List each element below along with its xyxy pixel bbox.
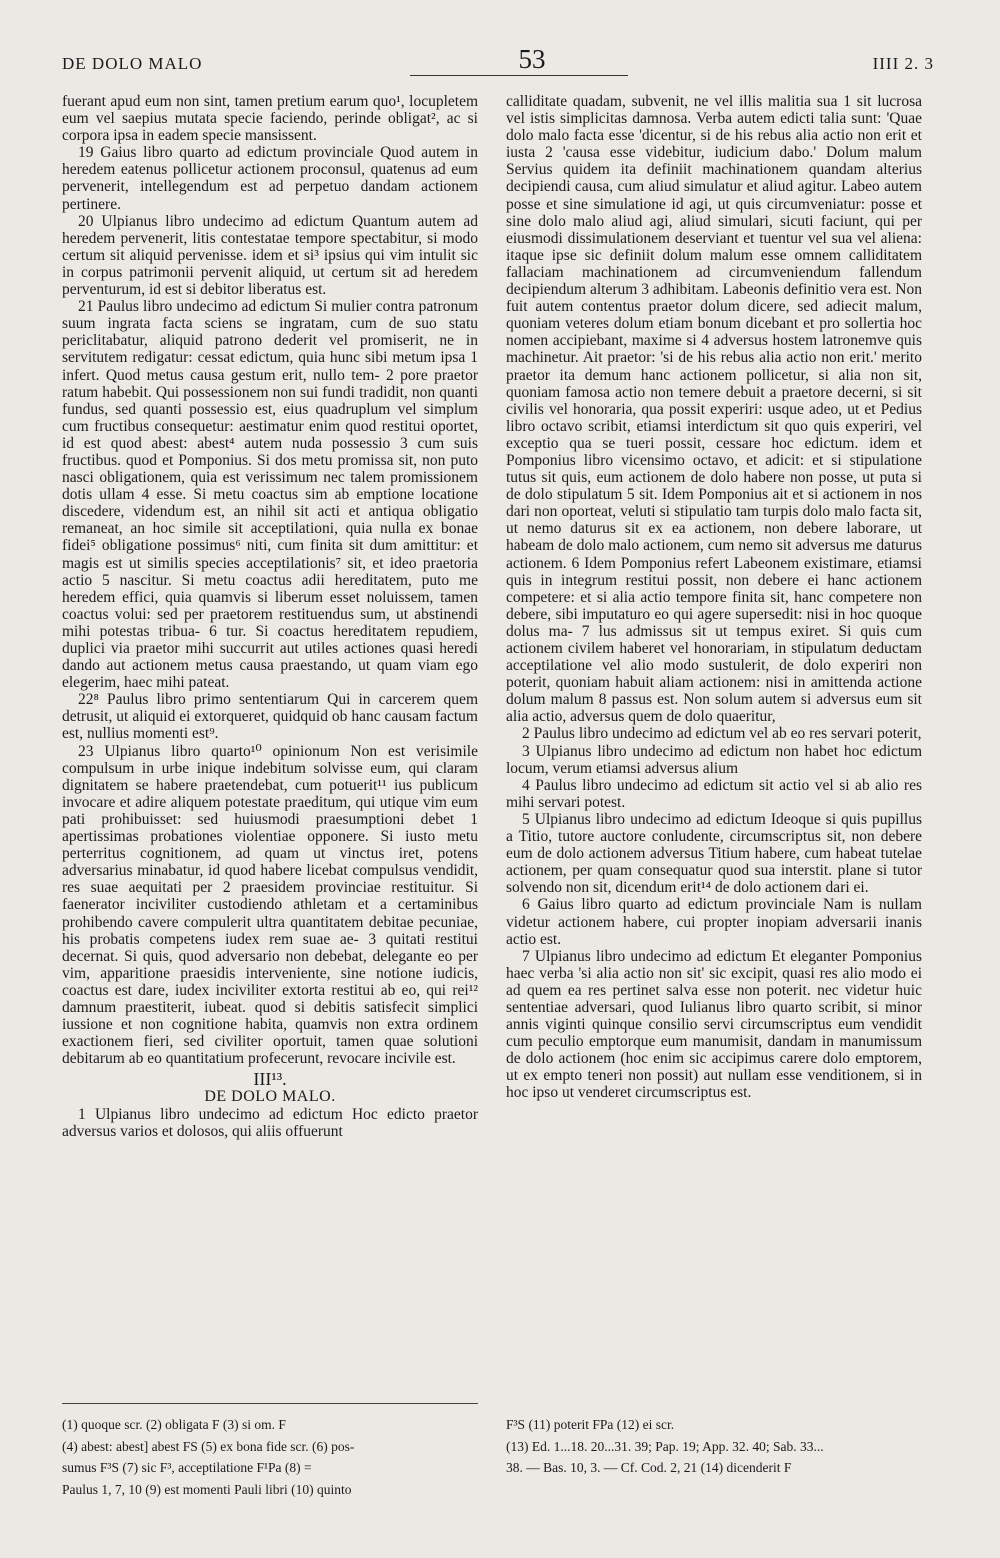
- paragraph: 6 Gaius libro quarto ad edictum provinciale Nam is nullam videtur actionem habere, cui propter inopiam adversarii inanis actio est.: [506, 896, 922, 948]
- paragraph: 20 Ulpianus libro undecimo ad edictum Quantum autem ad heredem pervenerit, litis contestatae tempore spectabitur, si modo certum sit aliquid pervenisse. idem et si³ ipsius qui vim intulit sic in corpus patrimonii pervenit aliquid, ut certum sit ad heredem perventurum, id est si debitor liberatus est.: [62, 212, 478, 299]
- footnotes-left: [62, 1414, 478, 1500]
- paragraph: 21 Paulus libro undecimo ad edictum Si mulier contra patronum suum ingrata facta sciens se ingratam, cum de suo statu periclitabatur, aliquid patrono dederit vel promiserit, ne in servitutem redigatur: cessat edictum, quia hunc sibi metum ipsa 1 infert. Quod metus causa gestum erit, nullo tem- 2 pore praetor ratum habebit. Qui possessionem non sui fundi tradidit, non quanti fundus, sed quanti possessio est, eius quadruplum vel simplum cum fructibus consequetur: aestimatur enim quod restitui oportet, id est quod abest: abest⁴ autem nuda possessio 3 cum suis fructibus. quod et Pomponius. Si dos metu promissa sit, non puto nasci obligationem, quia est verissimum nec talem promissionem dotis ullam 4 esse. Si metu coactus sim ab emptione locatione discedere, videndum est, an nihil sit acti et antiqua obligatio remaneat, an hoc simile sit acceptilationi, quia nulla ex bonae fidei⁵ obligatione possimus⁶ niti, cum finita sit dum amittitur: et magis est ut similis species acceptilationis⁷ sit, et ideo praetoria actio 5 nascitur. Si metu coactus adii hereditatem, puto me heredem effici, quia quamvis si liberum esset noluissem, tamen coactus volui: sed per praetorem restituendus sum, ut abstinendi mihi potestas tribua- 6 tur. Si coactus hereditatem repudiem, duplici via praetor mihi succurrit aut utiles actiones quasi heredi dando aut actionem metus causa praestando, ut quam viam ego elegerim, haec mihi pateat.: [62, 298, 478, 692]
- footnote-line: 38. — Bas. 10, 3. — Cf. Cod. 2, 21 (14) dicenderit F: [506, 1460, 792, 1475]
- running-head: [62, 44, 934, 84]
- paragraph: 4 Paulus libro undecimo ad edictum sit actio vel si ab alio res mihi servari potest.: [506, 776, 922, 811]
- paragraph: 1 Ulpianus libro undecimo ad edictum Hoc edicto praetor adversus varios et dolosos, qui aliis offuerunt: [62, 1105, 478, 1140]
- running-head-title: DE DOLO MALO: [62, 54, 203, 73]
- title-number: III¹³.: [253, 1069, 287, 1090]
- paragraph: 19 Gaius libro quarto ad edictum provinciale Quod autem in heredem eatenus pollicetur actionem proconsul, quatenus ad eum pervenerit, intellegendum est ad perpetuo dandam actionem pertinere.: [62, 144, 478, 213]
- footnote-line: sumus F³S (7) sic F³, acceptilatione F¹Pa (8) =: [62, 1460, 312, 1475]
- paragraph: fuerant apud eum non sint, tamen pretium earum quo¹, locupletem eum vel saepius mutata specie faciendo, perinde obligat², ac si corpora ipsa in eadem specie mansissent.: [62, 93, 478, 145]
- paragraph: 3 Ulpianus libro undecimo ad edictum non habet hoc edictum locum, verum etiamsi adversus alium: [506, 742, 922, 777]
- footnote-rule: [62, 1403, 478, 1404]
- paragraph: 5 Ulpianus libro undecimo ad edictum Ideoque si quis pupillus a Titio, tutore auctore conludente, circumscriptus sit, non debere eum de dolo actionem adversus Titium habere, cum habeat tutelae actionem, per quam consequatur quod sua interstit. plane si tutor solvendo non sit, dicendum erit¹⁴ de dolo actionem dari ei.: [506, 810, 922, 897]
- header-rule: [410, 75, 628, 76]
- paragraph: 2 Paulus libro undecimo ad edictum vel ab eo res servari poterit,: [522, 725, 922, 743]
- footnote-line: F³S (11) poterit FPa (12) ei scr.: [506, 1417, 675, 1432]
- right-column: [506, 93, 922, 1102]
- footnote-line: (4) abest: abest] abest FS (5) ex bona fide scr. (6) pos-: [62, 1438, 355, 1454]
- footnote-line: (1) quoque scr. (2) obligata F (3) si om. F: [62, 1417, 286, 1432]
- title-block: [62, 1071, 478, 1105]
- left-column: [62, 93, 478, 1140]
- paragraph: 23 Ulpianus libro quarto¹⁰ opinionum Non est verisimile compulsum in urbe inique indebitum solvisse eum, qui claram dignitatem se habere praetendebat, cum potuerit¹¹ ius publicum invocare et adire aliquem potestate praeditum, qui utique vim eum pati prohibuisset: sed huiusmodi praesumptioni debet 1 apertissimas probationes violentiae opponere. Si iusto metu perterritus cognitionem, ad quam ut vinctus iret, potens adversarius minabatur, id quod habere licebat compulsus vendidit, res suae aequitati per 2 praesidem provinciae restituitur. Si faenerator inciviliter custodiendo athletam et a certaminibus prohibendo cavere compulerit ultra quantitatem debitae pecuniae, his probatis competens iudex rem suae ae- 3 quitati restitui decernat. Si quis, quod adversario non debebat, delegante eo per vim, apparitione praesidis interveniente, sine notione iudicis, coactus est dare, iudex inciviliter extorta restitui ab eo, qui rei¹² damnum praestiterit, iubeat. quod si debitis satisfecit simplici iussione et non cognitione habita, quamvis non extra ordinem exactionem fieri, sed civiliter oportuit, tamen quae solutioni debitarum ab eo quantitatium profecerunt, revocare incivile est.: [62, 742, 478, 1068]
- paragraph: 7 Ulpianus libro undecimo ad edictum Et eleganter Pomponius haec verba 'si alia actio non sit' sic excipit, quasi res alio modo ei ad quem ea res pertinet salva esse non poterit. nec videtur huic sententiae adversari, quod Iulianus libro quarto scribit, si minor annis viginti quinque consilio servi circumscriptus eum vendidit cum peculio emptorque eum manumisit, dandam in manumissum de dolo actionem (hoc enim sic accipimus carere dolo emptorem, ut ex empto teneri non possit) aut nullam esse venditionem, si in hoc ipso ut venderet circumscriptus est.: [506, 947, 922, 1102]
- title-heading: DE DOLO MALO.: [204, 1088, 336, 1106]
- running-head-citation: IIII 2. 3: [872, 54, 934, 73]
- footnotes-right: [506, 1414, 936, 1479]
- footnote-line: Paulus 1, 7, 10 (9) est momenti Pauli libri (10) quinto: [62, 1481, 352, 1497]
- paragraph: 22⁸ Paulus libro primo sententiarum Qui in carcerem quem detrusit, ut aliquid ei extorqueret, quidquid ob hanc causam factum est, nullius momenti est⁹.: [62, 691, 478, 743]
- paragraph: calliditate quadam, subvenit, ne vel illis malitia sua 1 sit lucrosa vel istis simplicitas damnosa. Verba autem edicti talia sunt: 'Quae dolo malo facta esse 'dicentur, si de his rebus alia actio non erit et iusta 2 'causa esse videbitur, iudicium dabo.' Dolum malum Servius quidem ita definiit machinationem quandam alterius decipiendi causa, cum aliud simulatur et aliud agitur. Labeo autem posse et sine simulatione id agi, ut quis circumveniatur: posse et sine dolo malo aliud agi, aliud simulari, sicuti faciunt, qui per eiusmodi dissimulationem deserviant et tuentur vel sua vel aliena: itaque ipse sic definiit dolum malum esse omnem calliditatem fallaciam machinationem ad circumveniendum fallendum decipiendum alterum 3 adhibitam. Labeonis definitio vera est. Non fuit autem contentus praetor dolum dicere, sed adiecit malum, quoniam veteres dolum etiam bonum dicebant et pro sollertia hoc nomen accipiebant, maxime si 4 adversus hostem latronemve quis machinetur. Ait praetor: 'si de his rebus alia actio non erit.' merito praetor ita demum hanc actionem pollicetur, si alia non sit, quoniam famosa actio non temere debuit a praetore decerni, si sit civilis vel honoraria, qua possit experiri: usque adeo, ut et Pedius libro octavo scribit, etiamsi interdictum sit quo quis experiri, vel exceptio qua se tueri possit, cessare hoc edictum. idem et Pomponius libro vicensimo octavo, et adicit: et si stipulatione tutus sit quis, eum actionem de dolo habere non posse, ut puta si de dolo stipulatum 5 sit. Idem Pomponius ait et si actionem in nos dari non oporteat, veluti si stipulatio tam turpis dolo malo facta sit, ut nemo daturus sit ex ea actionem, non debere laborare, ut habeam de dolo malo actionem, cum nemo sit adversus me daturus actionem. 6 Idem Pomponius refert Labeonem existimare, etiamsi quis in integrum restitui possit, non debere ei hanc actionem competere: et si alia actio tempore finita sit, hanc competere non debere, sibi imputaturo eo qui agere supersedit: nisi in hoc quoque dolus ma- 7 lus admissus sit ut tempus exiret. Si quis cum actionem civilem haberet vel honorariam, in stipulatum deductam acceptilatione vel alio modo sustulerit, de dolo experiri non poterit, quoniam habuit aliam actionem: nisi in amittenda actione dolum malum 8 passus est. Non solum autem si adversus eum sit alia actio, adversus quem de dolo quaeritur,: [506, 93, 922, 726]
- page-number: 53: [518, 44, 546, 74]
- footnote-line: (13) Ed. 1...18. 20...31. 39; Pap. 19; App. 32. 40; Sab. 33...: [506, 1438, 824, 1454]
